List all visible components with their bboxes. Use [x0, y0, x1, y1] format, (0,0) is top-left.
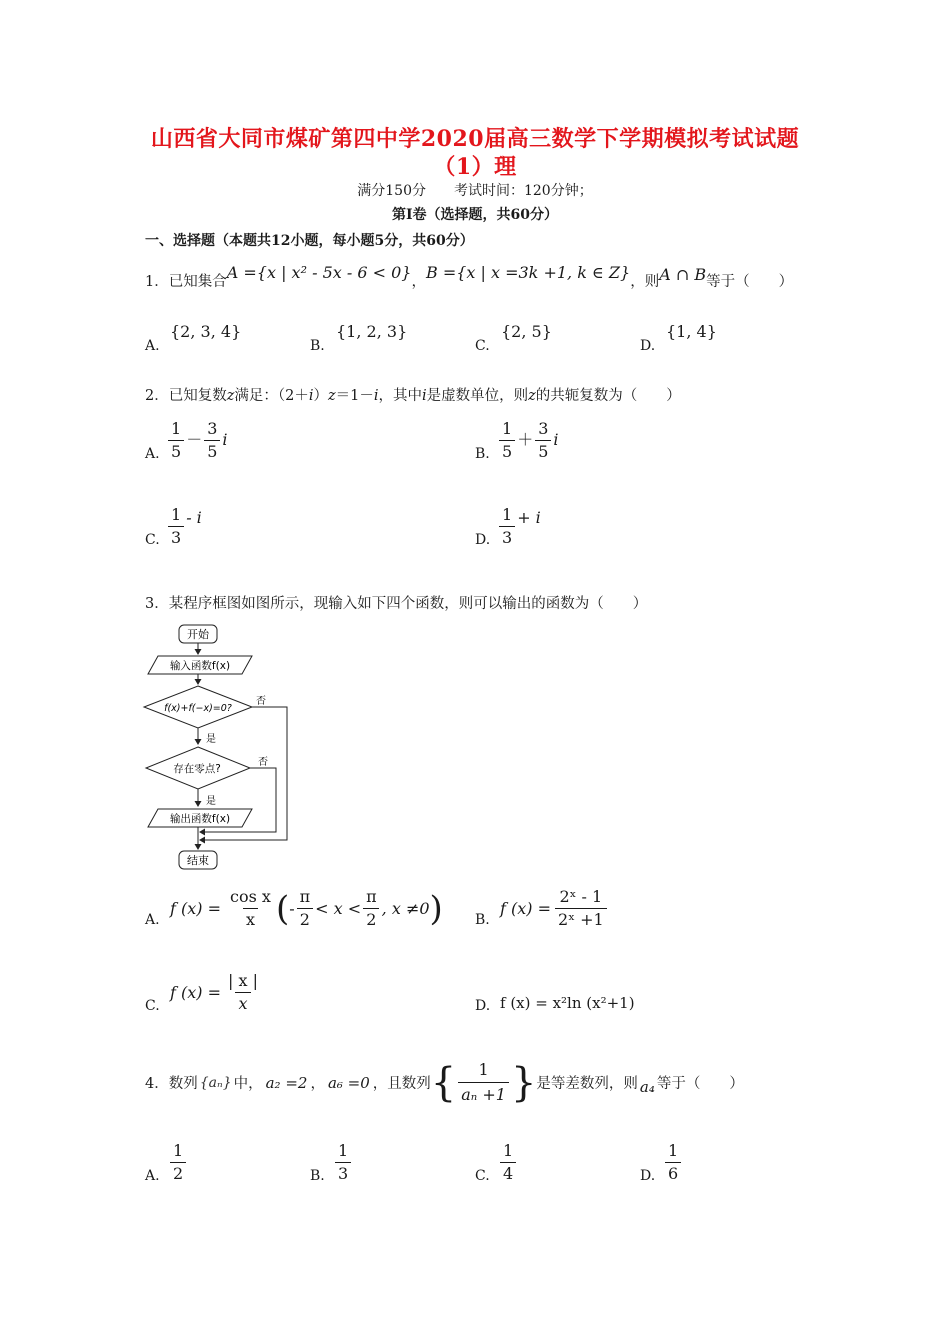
- q2-option-d-expr: $\frac{1}{3}$ + i: [497, 506, 541, 547]
- q3-a-pi-frac1: $\frac{\pi}{2}$: [297, 888, 314, 929]
- q3-option-c-expr: f (x) = $\frac{| x |}{x}$: [170, 972, 263, 1013]
- q3-b-frac: $\frac{\text{2ˣ - 1}}{\text{2ˣ +1}}$: [555, 888, 607, 929]
- q3-option-d-label: D.: [475, 998, 491, 1014]
- q1-number: 1．: [145, 274, 169, 290]
- q4-option-d-label: D.: [640, 1168, 656, 1184]
- q2-b-frac1: $\frac{1}{5}$: [499, 420, 515, 461]
- question-4: [145, 1060, 744, 1105]
- q4-cond-1: a₂ =2: [265, 1073, 308, 1092]
- q4-option-b-value: $\frac{1}{3}$: [333, 1142, 353, 1183]
- flow-no2-label: 否: [258, 757, 268, 768]
- q2-option-b-label: B.: [475, 446, 490, 462]
- q1-option-a-value: {2, 3, 4}: [170, 322, 242, 341]
- q1-comma: ，: [411, 274, 426, 290]
- q4-t2: 中，: [233, 1076, 263, 1092]
- flow-yes2-label: 是: [206, 796, 216, 807]
- q4-option-a-value: $\frac{1}{2}$: [168, 1142, 188, 1183]
- program-flowchart: [140, 620, 300, 875]
- doc-title-line1: 山西省大同市煤矿第四中学2020届高三数学下学期模拟考试试题: [150, 126, 800, 152]
- q2-var-z: z: [226, 388, 235, 404]
- q4-seq: {aₙ}: [199, 1074, 232, 1091]
- question-1: [145, 263, 794, 291]
- flow-cond2-text: 存在零点?: [173, 763, 221, 775]
- section-heading: 一、选择题（本题共12小题，每小题5分，共60分）: [145, 233, 474, 249]
- q3-number: 3．: [145, 596, 169, 612]
- q2-option-a-expr: $\frac{1}{5}$ － $\frac{3}{5}$ i: [166, 420, 228, 461]
- q1-option-b-label: B.: [310, 338, 325, 354]
- q4-t3: ，: [310, 1076, 325, 1092]
- q2-text3: ）: [313, 388, 328, 404]
- q2-var-i-3: i: [422, 388, 427, 404]
- q2-b-frac2: $\frac{3}{5}$: [535, 420, 551, 461]
- q2-option-d-label: D.: [475, 532, 491, 548]
- q4-left-brace: {: [430, 1059, 457, 1106]
- q1-option-c-value: {2, 5}: [501, 322, 552, 341]
- q3-option-b-label: B.: [475, 912, 490, 928]
- q4-option-a-label: A.: [145, 1168, 160, 1184]
- flow-end-text: 结束: [187, 854, 209, 867]
- q4-cond-2: a₆ =0: [327, 1073, 370, 1092]
- q3-a-left-paren: (: [275, 888, 290, 929]
- q2-option-b-expr: $\frac{1}{5}$ ＋ $\frac{3}{5}$ i: [497, 420, 559, 461]
- q1-expr: A ∩ B: [659, 265, 707, 284]
- flow-cond1-text: f(x)+f(−x)=0?: [164, 703, 232, 714]
- question-3: [145, 592, 647, 613]
- q4-a4: a₄: [639, 1077, 655, 1096]
- flow-output-text: 输出函数f(x): [169, 813, 231, 825]
- q2-option-c-expr: $\frac{1}{3}$ - i: [166, 506, 202, 547]
- q3-a-pi-frac2: $\frac{\pi}{2}$: [363, 888, 380, 929]
- q4-option-c-value: $\frac{1}{4}$: [498, 1142, 518, 1183]
- q2-text7: 的共轭复数为（ ）: [535, 388, 681, 404]
- flow-yes1-label: 是: [206, 734, 216, 745]
- q4-t6: 等于（ ）: [656, 1076, 744, 1092]
- q2-text4: ＝1－: [335, 388, 374, 404]
- q2-option-c-label: C.: [145, 532, 160, 548]
- doc-title-line2: （1）理: [433, 154, 517, 180]
- q2-d-frac: $\frac{1}{3}$: [499, 506, 515, 547]
- q4-right-brace: }: [510, 1059, 537, 1106]
- q1-set-b: B ={x | x =3k +1, k ∈ Z}: [425, 263, 631, 282]
- q3-a-right-paren: ): [429, 888, 443, 929]
- q3-text: 某程序框图如图所示，现输入如下四个函数，则可以输出的函数为（ ）: [168, 596, 648, 612]
- q2-var-z-2: z: [328, 388, 336, 404]
- q2-var-i: i: [308, 388, 314, 404]
- q1-suffix: 等于（ ）: [706, 274, 794, 290]
- flow-start-text: 开始: [187, 628, 209, 641]
- q1-set-a: A ={x | x² - 5x - 6 < 0}: [226, 263, 412, 282]
- q2-text5: ，其中: [378, 388, 423, 404]
- q2-option-a-label: A.: [145, 446, 160, 462]
- part-heading: 第Ⅰ卷（选择题，共60分）: [391, 207, 559, 223]
- q2-a-frac1: $\frac{1}{5}$: [168, 420, 184, 461]
- q1-option-c-label: C.: [475, 338, 490, 354]
- exam-meta: 满分150分 考试时间：120分钟；: [357, 183, 593, 199]
- q3-c-frac: $\frac{| x |}{x}$: [228, 971, 258, 1013]
- q2-number: 2．: [145, 388, 169, 404]
- q4-t1: 数列: [168, 1076, 198, 1092]
- q4-option-b-label: B.: [310, 1168, 325, 1184]
- q1-prefix: 已知集合: [168, 274, 227, 290]
- flow-input-text: 输入函数f(x): [169, 660, 231, 672]
- q2-var-i-2: i: [373, 388, 379, 404]
- question-2: [145, 384, 681, 405]
- q2-text6: 是虚数单位，则: [426, 388, 529, 404]
- q4-option-d-value: $\frac{1}{6}$: [663, 1142, 683, 1183]
- q2-text2: 满足：（2＋: [234, 388, 309, 404]
- q4-number: 4．: [145, 1076, 169, 1092]
- q4-t5: 是等差数列，则: [536, 1076, 638, 1092]
- q2-var-z-3: z: [528, 388, 536, 404]
- q2-text: 已知复数: [168, 388, 227, 404]
- q1-option-b-value: {1, 2, 3}: [336, 322, 408, 341]
- q4-frac: $\frac{1}{\text{aₙ +1}}$: [458, 1060, 509, 1105]
- q1-then: ，则: [630, 274, 660, 290]
- q3-option-c-label: C.: [145, 998, 160, 1014]
- q1-option-d-value: {1, 4}: [666, 322, 717, 341]
- q2-c-frac: $\frac{1}{3}$: [168, 506, 184, 547]
- q3-option-d-expr: f (x) = x²ln (x²+1): [500, 994, 635, 1012]
- q1-option-d-label: D.: [640, 338, 656, 354]
- q2-a-frac2: $\frac{3}{5}$: [204, 420, 220, 461]
- flow-no1-label: 否: [256, 696, 266, 707]
- q3-option-a-label: A.: [145, 912, 160, 928]
- q4-option-c-label: C.: [475, 1168, 490, 1184]
- q3-a-frac: $\frac{\text{cos x}}{x}$: [230, 887, 271, 929]
- q4-t4: ，且数列: [372, 1076, 431, 1092]
- q1-option-a-label: A.: [145, 338, 160, 354]
- q3-option-a-expr: f (x) = $\frac{\text{cos x}}{x}$ ( - $\frac{\pi}{2}$ < x < $\frac{\pi}{2}$ , x ≠0 ): [170, 887, 443, 929]
- q3-option-b-expr: f (x) = $\frac{\text{2ˣ - 1}}{\text{2ˣ +1}}$: [500, 888, 609, 929]
